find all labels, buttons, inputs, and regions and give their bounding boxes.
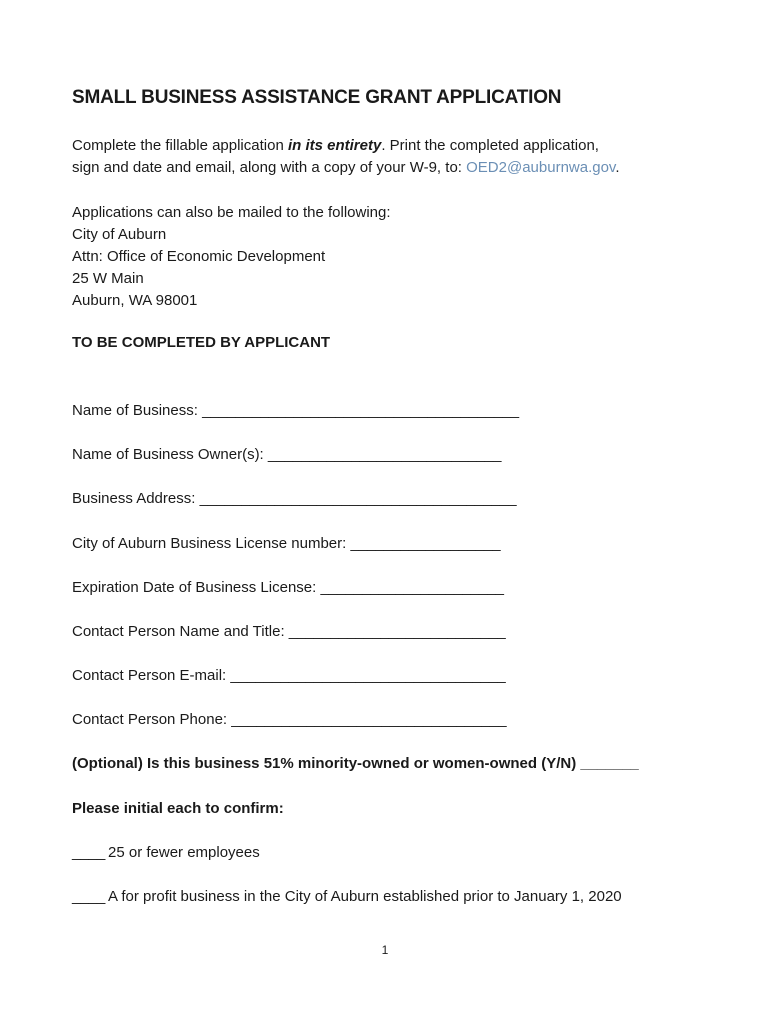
field-label: Contact Person Phone: — [72, 711, 232, 728]
field-label: City of Auburn Business License number: — [72, 535, 351, 552]
field-license-number — [72, 533, 501, 555]
field-label: Contact Person Name and Title: — [72, 623, 289, 640]
page-title: SMALL BUSINESS ASSISTANCE GRANT APPLICATION — [72, 87, 562, 108]
contact-name-blank[interactable]: __________________________ — [288, 623, 506, 640]
confirmation-text: A for profit business in the City of Auburn established prior to January 1, 2020 — [108, 888, 622, 905]
optional-ownership-question[interactable]: (Optional) Is this business 51% minority-owned or women-owned (Y/N) _______ — [72, 755, 639, 772]
page-number: 1 — [381, 943, 389, 957]
mailing-line: Auburn, WA 98001 — [72, 292, 198, 309]
field-business-address — [72, 488, 517, 510]
field-contact-phone — [72, 709, 507, 731]
mailing-line: 25 W Main — [72, 270, 144, 287]
initial-blank[interactable]: ____ — [72, 888, 106, 905]
license-expiration-blank[interactable]: ______________________ — [320, 579, 504, 596]
intro-text-3: sign and date and email, along with a copy of your W-9, to: — [72, 159, 467, 176]
contact-phone-blank[interactable]: _________________________________ — [231, 711, 507, 728]
field-label: Expiration Date of Business License: — [72, 579, 321, 596]
section-heading: TO BE COMPLETED BY APPLICANT — [72, 334, 331, 351]
intro-emphasis: in its entirety — [287, 137, 382, 154]
initial-blank[interactable]: ____ — [72, 844, 106, 861]
confirmation-employees — [72, 844, 260, 861]
field-label: Business Address: — [72, 490, 200, 507]
business-address-blank[interactable]: ______________________________________ — [199, 490, 517, 507]
intro-line-1 — [72, 135, 712, 157]
intro-end: . — [615, 159, 620, 176]
intro-line-2 — [72, 157, 712, 179]
confirmation-established — [72, 888, 622, 905]
field-contact-name — [72, 621, 506, 643]
intro-text-1: Complete the fillable application — [72, 137, 288, 154]
mailing-line: Attn: Office of Economic Development — [72, 248, 326, 265]
field-license-expiration — [72, 577, 504, 599]
field-label: Name of Business Owner(s): — [72, 446, 268, 463]
mailing-heading: Applications can also be mailed to the following: — [72, 204, 391, 221]
mailing-address-block — [72, 202, 712, 312]
initial-heading: Please initial each to confirm: — [72, 800, 284, 817]
mailing-line: City of Auburn — [72, 226, 167, 243]
intro-text-2: . Print the completed application, — [381, 137, 599, 154]
field-business-name — [72, 400, 519, 422]
license-number-blank[interactable]: __________________ — [350, 535, 501, 552]
field-business-owner — [72, 444, 502, 466]
intro-paragraph — [72, 135, 712, 179]
business-owner-blank[interactable]: ____________________________ — [267, 446, 502, 463]
contact-email-blank[interactable]: _________________________________ — [230, 667, 506, 684]
field-contact-email — [72, 665, 506, 687]
confirmation-text: 25 or fewer employees — [108, 844, 260, 861]
field-label: Name of Business: — [72, 402, 203, 419]
field-label: Contact Person E-mail: — [72, 667, 231, 684]
email-link[interactable]: OED2@auburnwa.gov — [466, 159, 616, 176]
business-name-blank[interactable]: ______________________________________ — [202, 402, 520, 419]
